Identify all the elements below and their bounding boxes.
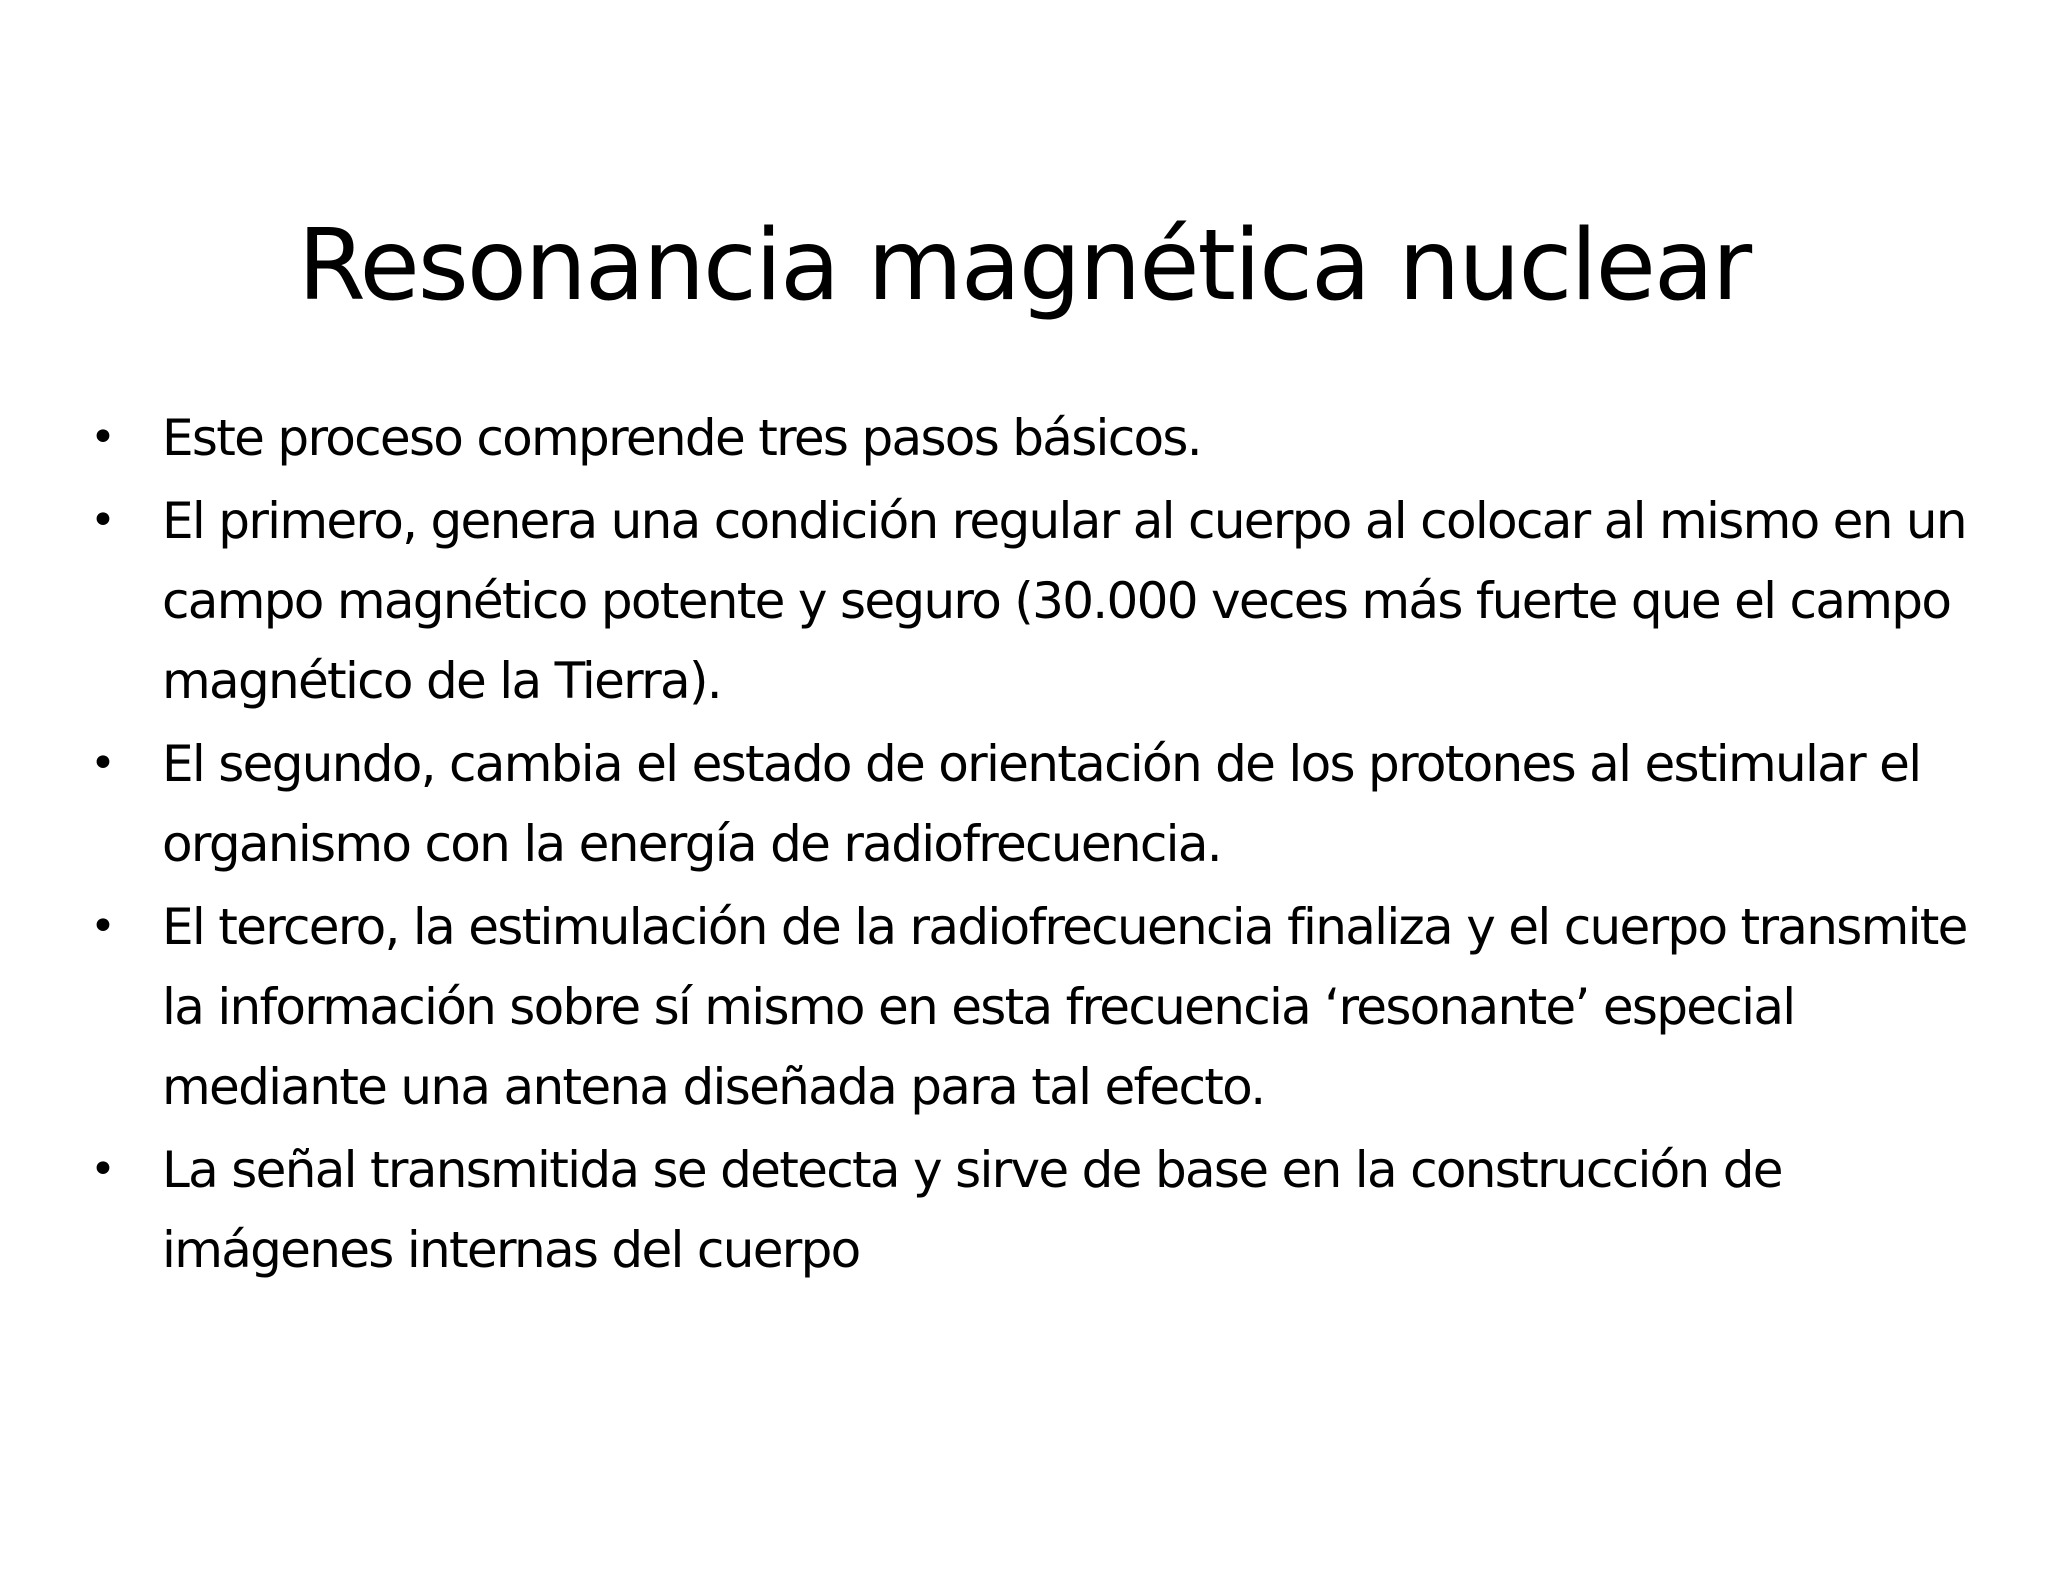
bullet-item bbox=[88, 887, 2008, 1127]
bullet-icon: • bbox=[90, 495, 115, 546]
bullet-text: El tercero, la estimulación de la radiofrecuencia finaliza y el cuerpo transmite la información sobre sí mismo en esta frecuencia ‘resonante’ especial mediante una antena diseñada para tal efecto. bbox=[162, 898, 1967, 1116]
bullet-item bbox=[88, 724, 2008, 884]
bullet-list bbox=[88, 398, 2008, 1290]
bullet-item bbox=[88, 1130, 2008, 1290]
bullet-icon: • bbox=[90, 738, 115, 789]
bullet-text: El segundo, cambia el estado de orientación de los protones al estimular el organismo con la energía de radiofrecuencia. bbox=[162, 735, 1921, 873]
bullet-icon: • bbox=[90, 1144, 115, 1195]
bullet-item bbox=[88, 481, 2008, 721]
bullet-text: El primero, genera una condición regular al cuerpo al colocar al mismo en un campo magnético potente y seguro (30.000 veces más fuerte que el campo magnético de la Tierra). bbox=[162, 492, 1966, 710]
bullet-text: Este proceso comprende tres pasos básicos. bbox=[162, 409, 1201, 467]
bullet-icon: • bbox=[90, 412, 115, 463]
bullet-text: La señal transmitida se detecta y sirve de base en la construcción de imágenes internas del cuerpo bbox=[162, 1141, 1782, 1279]
bullet-icon: • bbox=[90, 901, 115, 952]
slide-title: Resonancia magnética nuclear bbox=[297, 209, 1751, 323]
bullet-item bbox=[88, 398, 2008, 478]
